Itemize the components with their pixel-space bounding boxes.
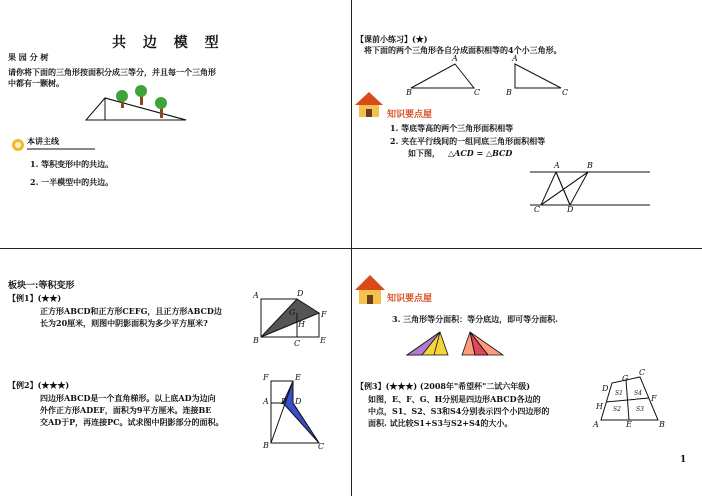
ex3-label-h: H	[596, 402, 603, 411]
ex1-label-e: E	[320, 336, 326, 345]
tri2-label-c: C	[562, 88, 569, 97]
tri2-label-a: A	[512, 54, 518, 63]
ex1-label-f: F	[321, 310, 327, 319]
example-1-text-2: 长为20厘米，则图中阴影面积为多少平方厘米?	[40, 318, 208, 328]
ex3-label-e: E	[626, 420, 632, 429]
warmup-text-2: 中都有一颗树。	[8, 78, 64, 88]
ex2-label-c: C	[318, 442, 325, 451]
exercise-text: 将下面的两个三角形各自分成面积相等的4个小三角形。	[364, 45, 562, 55]
parallel-label-a: A	[554, 161, 560, 170]
main-point-2: 2. 一半模型中的共边。	[30, 177, 114, 187]
exercise-label: 【课前小练习】(★)	[356, 34, 428, 44]
ex1-label-b: B	[253, 336, 259, 345]
ex3-label-s3: S3	[636, 406, 644, 413]
example-2-text-3: 交AD于P，再连接PC。试求图中阴影部分的面积。	[40, 417, 224, 427]
parallel-label-d: D	[567, 205, 574, 214]
example-2-text-1: 四边形ABCD是一个直角梯形。以上底AD为边向	[40, 393, 216, 403]
ex3-label-d: D	[602, 384, 609, 393]
ex3-label-s4: S4	[634, 390, 642, 397]
ex3-label-f: F	[651, 394, 657, 403]
parallel-label-c: C	[534, 205, 541, 214]
ex3-label-g: G	[622, 374, 629, 383]
example-2-text-2: 外作正方形ADEF，面积为9平方厘米。连接BE	[40, 405, 212, 415]
page-number: 1	[680, 455, 687, 465]
knowledge-label-bottom: 知识要点屋	[387, 294, 433, 304]
knowledge-point-1: 1. 等底等高的两个三角形面积相等	[390, 123, 514, 133]
parallel-label-b: B	[587, 161, 593, 170]
ex2-label-b: B	[263, 441, 269, 450]
example-1-label: 【例1】(★★)	[8, 293, 62, 303]
warmup-label: 果 园 分 树	[8, 52, 49, 62]
area-equality-formula: △ACD = △BCD	[448, 148, 513, 158]
ex3-label-b: B	[659, 420, 665, 429]
ex1-label-a: A	[253, 291, 259, 300]
ex1-label-d: D	[297, 289, 304, 298]
ex3-label-a: A	[593, 420, 599, 429]
house-icon	[355, 275, 385, 304]
ex3-label-c: C	[639, 368, 646, 377]
knowledge-label-top: 知识要点屋	[387, 110, 433, 120]
tri1-label-c: C	[474, 88, 481, 97]
ex1-label-g: G	[289, 308, 296, 317]
main-points-label: 本讲主线	[27, 136, 59, 146]
example-3-text-2: 中点，S1、S2、S3和S4分别表示四个小四边形的	[368, 406, 550, 416]
tri1-label-b: B	[406, 88, 412, 97]
tri1-label-a: A	[452, 54, 458, 63]
example-1-text-1: 正方形ABCD和正方形CEFG，且正方形ABCD边	[40, 306, 222, 316]
warmup-text-1: 请你将下面的三角形按面积分成三等分，并且每一个三角形	[8, 67, 216, 77]
ex2-label-a: A	[263, 397, 269, 406]
tri2-label-b: B	[506, 88, 512, 97]
ex3-label-s1: S1	[615, 390, 623, 397]
main-point-1: 1. 等积变形中的共边。	[30, 159, 114, 169]
knowledge-point-2-prefix: 如下图，	[408, 148, 440, 158]
knowledge-point-2: 2. 夹在平行线间的一组同底三角形面积相等	[390, 136, 546, 146]
ex2-label-p: P	[281, 397, 287, 406]
page-title: 共 边 模 型	[112, 35, 225, 51]
ex2-label-e: E	[295, 373, 301, 382]
example-3-text-1: 如图，E、F、G、H分别是四边形ABCD各边的	[368, 394, 541, 404]
ex1-label-h: H	[298, 320, 305, 329]
example-3-label: 【例3】(★★★) (2008年"希望杯"二试六年级)	[356, 381, 531, 391]
ex2-label-f: F	[263, 373, 269, 382]
ex2-label-d: D	[295, 397, 302, 406]
knowledge-point-3: 3. 三角形等分面积：等分底边，即可等分面积.	[392, 314, 558, 324]
ex1-label-c: C	[294, 339, 301, 348]
example-3-text-3: 面积. 试比较S1+S3与S2+S4的大小。	[368, 418, 513, 428]
section-title: 板块一:等积变形	[8, 281, 75, 291]
ex3-label-s2: S2	[613, 406, 621, 413]
example-2-label: 【例2】(★★★)	[8, 380, 70, 390]
